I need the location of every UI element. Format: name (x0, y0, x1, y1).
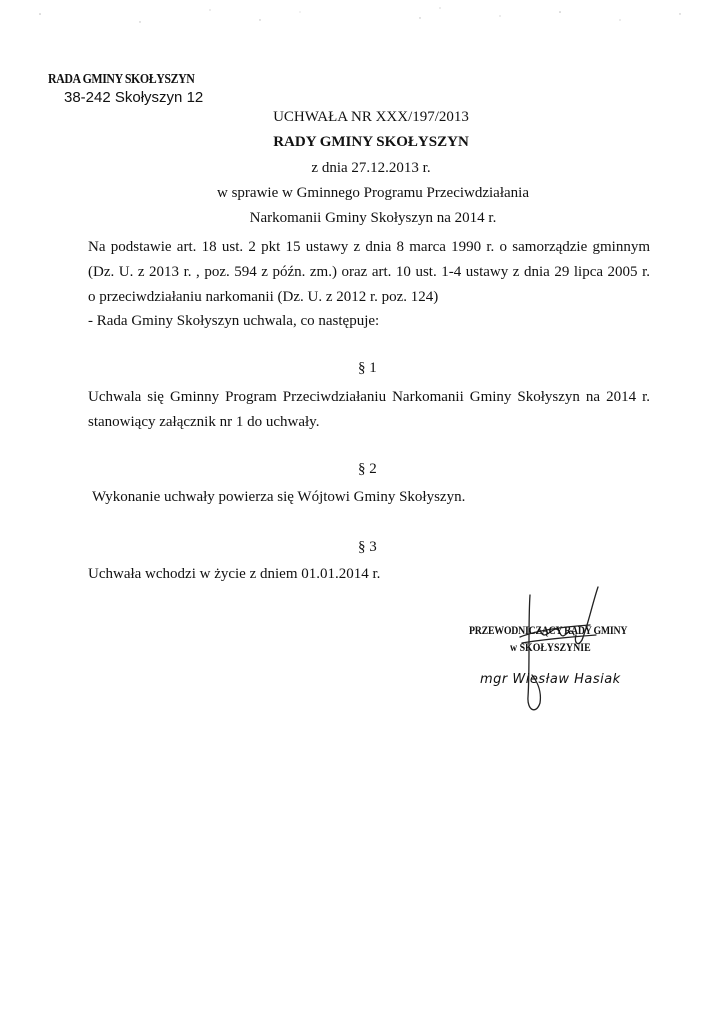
preamble-line-2: (Dz. U. z 2013 r. , poz. 594 z późn. zm.) oraz art. 10 ust. 1-4 ustawy z dnia 29 lipca 2005 r. (88, 264, 650, 280)
preamble-line-1: Na podstawie art. 18 ust. 2 pkt 15 ustawy z dnia 8 marca 1990 r. o samorządzie gminnym (88, 239, 650, 255)
section-1-mark: § 1 (358, 360, 377, 376)
resolution-number: UCHWAŁA NR XXX/197/2013 (273, 109, 469, 125)
section-2-mark: § 2 (358, 461, 377, 477)
subject-line-2: Narkomanii Gminy Skołyszyn na 2014 r. (249, 210, 497, 226)
preamble (88, 235, 650, 310)
council-stamp-name: RADA GMINY SKOŁYSZYN (48, 72, 195, 87)
section-3-mark: § 3 (358, 539, 377, 555)
signatory-title: PRZEWODNICZĄCY RADY GMINY (469, 623, 628, 637)
section-2-text: Wykonanie uchwały powierza się Wójtowi Gminy Skołyszyn. (92, 489, 466, 505)
section-1-line-2: stanowiący załącznik nr 1 do uchwały. (88, 414, 320, 430)
preamble-line-3: o przeciwdziałaniu narkomanii (Dz. U. z 2012 r. poz. 124) (88, 289, 439, 305)
resolution-statement: - Rada Gminy Skołyszyn uchwala, co następuje: (88, 313, 380, 329)
council-stamp-address: 38-242 Skołyszyn 12 (64, 89, 204, 106)
signatory-name: mgr Wiesław Hasiak (480, 672, 621, 687)
council-name: RADY GMINY SKOŁYSZYN (273, 134, 469, 150)
resolution-date: z dnia 27.12.2013 r. (311, 160, 431, 176)
subject-line-1: w sprawie w Gminnego Programu Przeciwdziałania (217, 185, 529, 201)
signatory-place: w SKOŁYSZYNIE (510, 640, 591, 654)
scan-noise (0, 0, 722, 40)
section-1-text (88, 385, 650, 435)
section-1-line-1: Uchwala się Gminny Program Przeciwdziałaniu Narkomanii Gminy Skołyszyn na 2014 r. (88, 389, 650, 405)
section-3-text: Uchwała wchodzi w życie z dniem 01.01.2014 r. (88, 566, 381, 582)
